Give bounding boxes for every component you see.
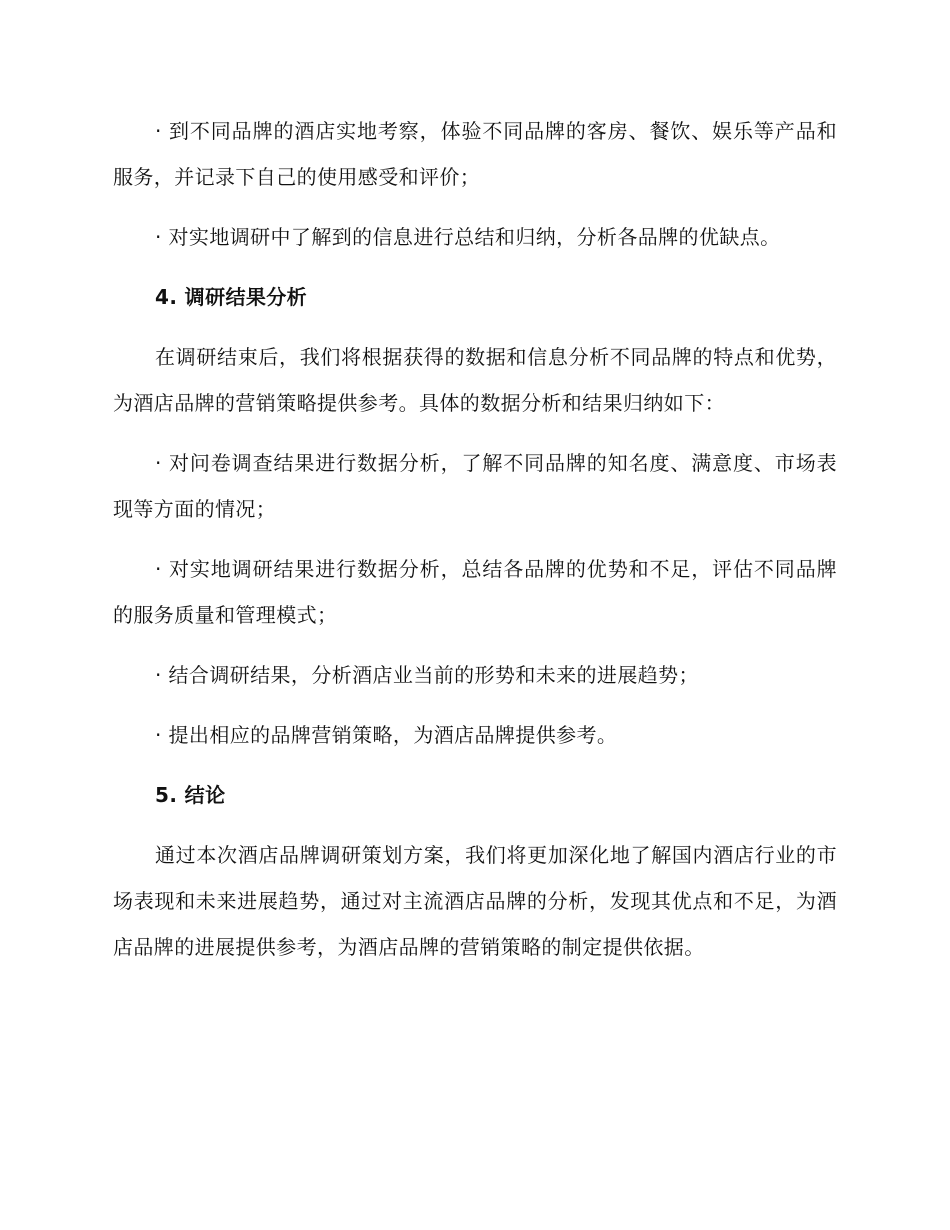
bullet-field-analysis: · 对实地调研结果进行数据分析，总结各品牌的优势和不足，评估不同品牌的服务质量和管理模式； — [113, 557, 837, 627]
paragraph-conclusion: 通过本次酒店品牌调研策划方案，我们将更加深化地了解国内酒店行业的市场表现和未来进展趋势，通过对主流酒店品牌的分析，发现其优点和不足，为酒店品牌的进展提供参考，为酒店品牌的营销策略的制定提供依据。 — [113, 843, 837, 959]
bullet-trend-analysis: · 结合调研结果，分析酒店业当前的形势和未来的进展趋势； — [155, 663, 699, 687]
bullet-marketing-strategy: · 提出相应的品牌营销策略，为酒店品牌提供参考。 — [155, 723, 618, 747]
paragraph-analysis-intro: 在调研结束后，我们将根据获得的数据和信息分析不同品牌的特点和优势，为酒店品牌的营销策略提供参考。具体的数据分析和结果归纳如下： — [113, 345, 837, 415]
section-heading-analysis: 4. 调研结果分析 — [155, 285, 308, 309]
bullet-site-visit: · 到不同品牌的酒店实地考察，体验不同品牌的客房、餐饮、娱乐等产品和服务，并记录下自己的使用感受和评价； — [113, 119, 837, 189]
bullet-survey-analysis: · 对问卷调查结果进行数据分析，了解不同品牌的知名度、满意度、市场表现等方面的情况； — [113, 451, 837, 521]
bullet-summarize-findings: · 对实地调研中了解到的信息进行总结和归纳，分析各品牌的优缺点。 — [155, 225, 781, 249]
section-heading-conclusion: 5. 结论 — [155, 783, 226, 807]
document-body — [113, 108, 837, 984]
